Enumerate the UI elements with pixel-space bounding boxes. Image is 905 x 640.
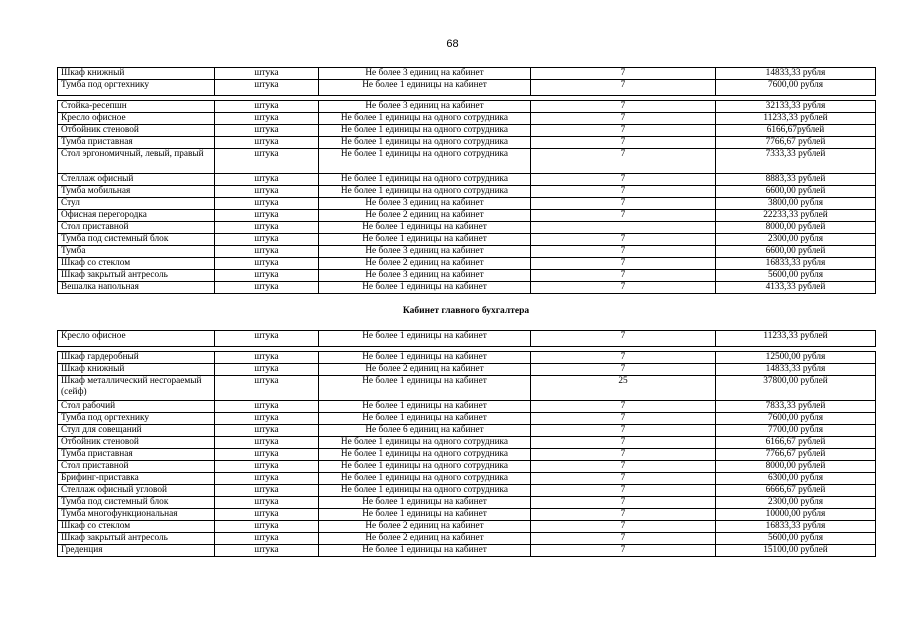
cell-years: 7	[531, 113, 716, 125]
cell-norm: Не более 1 единицы на кабинет	[319, 509, 531, 521]
cell-norm: Не более 6 единиц на кабинет	[319, 425, 531, 437]
table-row	[58, 137, 876, 149]
cell-unit: штука	[215, 473, 319, 485]
cell-years: 7	[531, 125, 716, 137]
cell-name: Офисная перегородка	[58, 210, 215, 222]
table-row	[58, 331, 876, 347]
cell-name: Шкаф гардеробный	[58, 352, 215, 364]
cell-norm: Не более 3 единиц на кабинет	[319, 246, 531, 258]
cell-name: Брифинг-приставка	[58, 473, 215, 485]
table-row	[58, 270, 876, 282]
cell-price: 4133,33 рублей	[716, 282, 876, 294]
cell-name: Греденция	[58, 545, 215, 557]
cell-norm: Не более 2 единиц на кабинет	[319, 210, 531, 222]
furniture-table-1	[57, 67, 876, 294]
cell-years: 25	[531, 376, 716, 401]
cell-norm: Не более 3 единиц на кабинет	[319, 270, 531, 282]
cell-norm: Не более 1 единицы на одного сотрудника	[319, 149, 531, 174]
cell-norm: Не более 1 единицы на кабинет	[319, 331, 531, 347]
cell-price: 14833,33 рубля	[716, 364, 876, 376]
cell-name: Тумба под системный блок	[58, 497, 215, 509]
table-row	[58, 352, 876, 364]
cell-unit: штука	[215, 210, 319, 222]
cell-name: Стол рабочий	[58, 401, 215, 413]
cell-price: 6300,00 рубля	[716, 473, 876, 485]
cell-years: 7	[531, 331, 716, 347]
cell-norm: Не более 1 единицы на кабинет	[319, 222, 531, 234]
cell-name: Тумба под оргтехнику	[58, 413, 215, 425]
cell-unit: штука	[215, 497, 319, 509]
cell-unit: штука	[215, 198, 319, 210]
furniture-table-2	[57, 330, 876, 557]
cell-unit: штука	[215, 101, 319, 113]
cell-name: Шкаф со стеклом	[58, 521, 215, 533]
cell-years: 7	[531, 509, 716, 521]
cell-years: 7	[531, 533, 716, 545]
cell-price: 32133,33 рубля	[716, 101, 876, 113]
cell-norm: Не более 1 единицы на одного сотрудника	[319, 137, 531, 149]
cell-norm: Не более 1 единицы на кабинет	[319, 497, 531, 509]
cell-name: Шкаф закрытый антресоль	[58, 533, 215, 545]
table-row	[58, 198, 876, 210]
table-row	[58, 485, 876, 497]
cell-price: 16833,33 рубля	[716, 258, 876, 270]
cell-years: 7	[531, 246, 716, 258]
cell-price: 8000,00 рублей	[716, 222, 876, 234]
table-row	[58, 461, 876, 473]
cell-name: Шкаф книжный	[58, 68, 215, 80]
cell-norm: Не более 3 единиц на кабинет	[319, 68, 531, 80]
table-row	[58, 113, 876, 125]
cell-years: 7	[531, 401, 716, 413]
cell-price: 6166,67 рублей	[716, 437, 876, 449]
table-row	[58, 509, 876, 521]
cell-unit: штука	[215, 401, 319, 413]
cell-unit: штука	[215, 461, 319, 473]
cell-years: 7	[531, 174, 716, 186]
cell-name: Стул	[58, 198, 215, 210]
cell-norm: Не более 1 единицы на кабинет	[319, 376, 531, 401]
cell-name: Тумба многофункциональная	[58, 509, 215, 521]
cell-price: 15100,00 рублей	[716, 545, 876, 557]
cell-years: 7	[531, 545, 716, 557]
cell-price: 7766,67 рублей	[716, 137, 876, 149]
cell-unit: штука	[215, 270, 319, 282]
cell-unit: штука	[215, 258, 319, 270]
cell-name: Шкаф закрытый антресоль	[58, 270, 215, 282]
cell-unit: штука	[215, 485, 319, 497]
cell-name: Стол приставной	[58, 461, 215, 473]
section-heading: Кабинет главного бухгалтера	[402, 306, 530, 316]
table-row	[58, 533, 876, 545]
cell-unit: штука	[215, 437, 319, 449]
cell-name: Стеллаж офисный	[58, 174, 215, 186]
cell-price: 11233,33 рублей	[716, 331, 876, 347]
cell-price: 6600,00 рублей	[716, 186, 876, 198]
cell-norm: Не более 1 единицы на кабинет	[319, 545, 531, 557]
cell-unit: штука	[215, 413, 319, 425]
cell-norm: Не более 1 единицы на кабинет	[319, 282, 531, 294]
cell-norm: Не более 1 единицы на одного сотрудника	[319, 125, 531, 137]
cell-unit: штука	[215, 222, 319, 234]
cell-years: 7	[531, 485, 716, 497]
table-row	[58, 437, 876, 449]
cell-years: 7	[531, 198, 716, 210]
cell-years: 7	[531, 186, 716, 198]
table-row	[58, 210, 876, 222]
cell-years: 7	[531, 137, 716, 149]
cell-name: Тумба приставная	[58, 137, 215, 149]
cell-name: Шкаф со стеклом	[58, 258, 215, 270]
table-row	[58, 234, 876, 246]
table-row	[58, 222, 876, 234]
cell-name: Отбойник стеновой	[58, 437, 215, 449]
cell-price: 12500,00 рубля	[716, 352, 876, 364]
cell-unit: штука	[215, 352, 319, 364]
cell-name: Тумба приставная	[58, 449, 215, 461]
cell-unit: штука	[215, 186, 319, 198]
table-row	[58, 101, 876, 113]
cell-unit: штука	[215, 80, 319, 96]
page-number: 68	[446, 38, 459, 50]
cell-norm: Не более 1 единицы на одного сотрудника	[319, 485, 531, 497]
cell-name: Шкаф металлический несгораемый (сейф)	[58, 376, 215, 401]
cell-price: 8883,33 рублей	[716, 174, 876, 186]
cell-name: Тумба под системный блок	[58, 234, 215, 246]
cell-years: 7	[531, 210, 716, 222]
cell-unit: штука	[215, 376, 319, 401]
table-row	[58, 80, 876, 96]
cell-years: 7	[531, 497, 716, 509]
cell-unit: штука	[215, 533, 319, 545]
cell-years: 7	[531, 234, 716, 246]
cell-name: Стеллаж офисный угловой	[58, 485, 215, 497]
cell-years	[531, 222, 716, 234]
cell-unit: штука	[215, 509, 319, 521]
cell-unit: штука	[215, 234, 319, 246]
cell-norm: Не более 1 единицы на кабинет	[319, 352, 531, 364]
cell-years: 7	[531, 282, 716, 294]
cell-price: 2300,00 рубля	[716, 497, 876, 509]
cell-price: 3800,00 рубля	[716, 198, 876, 210]
cell-unit: штука	[215, 521, 319, 533]
cell-norm: Не более 3 единиц на кабинет	[319, 198, 531, 210]
cell-years: 7	[531, 101, 716, 113]
cell-price: 14833,33 рубля	[716, 68, 876, 80]
cell-price: 10000,00 рубля	[716, 509, 876, 521]
table-row	[58, 401, 876, 413]
cell-unit: штука	[215, 137, 319, 149]
cell-years: 7	[531, 364, 716, 376]
cell-name: Стол приставной	[58, 222, 215, 234]
cell-norm: Не более 2 единиц на кабинет	[319, 521, 531, 533]
cell-price: 22233,33 рублей	[716, 210, 876, 222]
table-row	[58, 246, 876, 258]
cell-unit: штука	[215, 68, 319, 80]
cell-years: 7	[531, 68, 716, 80]
cell-unit: штука	[215, 425, 319, 437]
cell-name: Тумба мобильная	[58, 186, 215, 198]
cell-price: 7600,00 рубля	[716, 80, 876, 96]
table-row	[58, 149, 876, 174]
table-row	[58, 364, 876, 376]
cell-years: 7	[531, 473, 716, 485]
table-row	[58, 521, 876, 533]
table-row	[58, 68, 876, 80]
cell-norm: Не более 2 единиц на кабинет	[319, 364, 531, 376]
cell-price: 7833,33 рублей	[716, 401, 876, 413]
cell-norm: Не более 1 единицы на кабинет	[319, 413, 531, 425]
cell-unit: штука	[215, 125, 319, 137]
table-row	[58, 425, 876, 437]
cell-price: 16833,33 рубля	[716, 521, 876, 533]
cell-norm: Не более 1 единицы на одного сотрудника	[319, 186, 531, 198]
cell-years: 7	[531, 437, 716, 449]
cell-years: 7	[531, 461, 716, 473]
cell-years: 7	[531, 80, 716, 96]
cell-name: Стойка-ресепшн	[58, 101, 215, 113]
cell-price: 11233,33 рублей	[716, 113, 876, 125]
cell-norm: Не более 3 единиц на кабинет	[319, 101, 531, 113]
cell-unit: штука	[215, 282, 319, 294]
cell-norm: Не более 1 единицы на одного сотрудника	[319, 437, 531, 449]
cell-norm: Не более 1 единицы на одного сотрудника	[319, 461, 531, 473]
cell-years: 7	[531, 149, 716, 174]
cell-norm: Не более 1 единицы на кабинет	[319, 80, 531, 96]
cell-name: Кресло офисное	[58, 113, 215, 125]
table-row	[58, 497, 876, 509]
cell-unit: штука	[215, 113, 319, 125]
cell-price: 7766,67 рублей	[716, 449, 876, 461]
cell-price: 2300,00 рубля	[716, 234, 876, 246]
table-row	[58, 413, 876, 425]
cell-price: 5600,00 рубля	[716, 533, 876, 545]
cell-price: 7700,00 рубля	[716, 425, 876, 437]
table-row	[58, 545, 876, 557]
cell-price: 8000,00 рублей	[716, 461, 876, 473]
cell-price: 5600,00 рубля	[716, 270, 876, 282]
cell-unit: штука	[215, 149, 319, 174]
cell-unit: штука	[215, 174, 319, 186]
cell-name: Вешалка напольная	[58, 282, 215, 294]
table-row	[58, 376, 876, 401]
cell-price: 37800,00 рублей	[716, 376, 876, 401]
cell-price: 7333,33 рублей	[716, 149, 876, 174]
cell-years: 7	[531, 425, 716, 437]
cell-unit: штука	[215, 246, 319, 258]
cell-years: 7	[531, 449, 716, 461]
cell-years: 7	[531, 258, 716, 270]
table-row	[58, 258, 876, 270]
cell-name: Стул для совещаний	[58, 425, 215, 437]
cell-unit: штука	[215, 545, 319, 557]
cell-norm: Не более 1 единицы на одного сотрудника	[319, 449, 531, 461]
cell-name: Тумба	[58, 246, 215, 258]
cell-unit: штука	[215, 364, 319, 376]
cell-name: Тумба под оргтехнику	[58, 80, 215, 96]
cell-unit: штука	[215, 331, 319, 347]
cell-norm: Не более 2 единиц на кабинет	[319, 533, 531, 545]
table-row	[58, 125, 876, 137]
cell-name: Шкаф книжный	[58, 364, 215, 376]
table-row	[58, 282, 876, 294]
table-row	[58, 174, 876, 186]
cell-norm: Не более 1 единицы на одного сотрудника	[319, 113, 531, 125]
table-row	[58, 473, 876, 485]
table-row	[58, 186, 876, 198]
cell-price: 6166,67рублей	[716, 125, 876, 137]
cell-name: Стол эргономичный, левый, правый	[58, 149, 215, 174]
cell-years: 7	[531, 270, 716, 282]
cell-name: Отбойник стеновой	[58, 125, 215, 137]
cell-years: 7	[531, 413, 716, 425]
cell-norm: Не более 1 единицы на одного сотрудника	[319, 473, 531, 485]
cell-norm: Не более 1 единицы на одного сотрудника	[319, 174, 531, 186]
cell-price: 6600,00 рублей	[716, 246, 876, 258]
cell-norm: Не более 1 единицы на кабинет	[319, 401, 531, 413]
cell-years: 7	[531, 352, 716, 364]
cell-price: 6666,67 рублей	[716, 485, 876, 497]
cell-name: Кресло офисное	[58, 331, 215, 347]
cell-unit: штука	[215, 449, 319, 461]
cell-price: 7600,00 рубля	[716, 413, 876, 425]
table-row	[58, 449, 876, 461]
cell-norm: Не более 2 единиц на кабинет	[319, 258, 531, 270]
cell-years: 7	[531, 521, 716, 533]
cell-norm: Не более 1 единицы на кабинет	[319, 234, 531, 246]
